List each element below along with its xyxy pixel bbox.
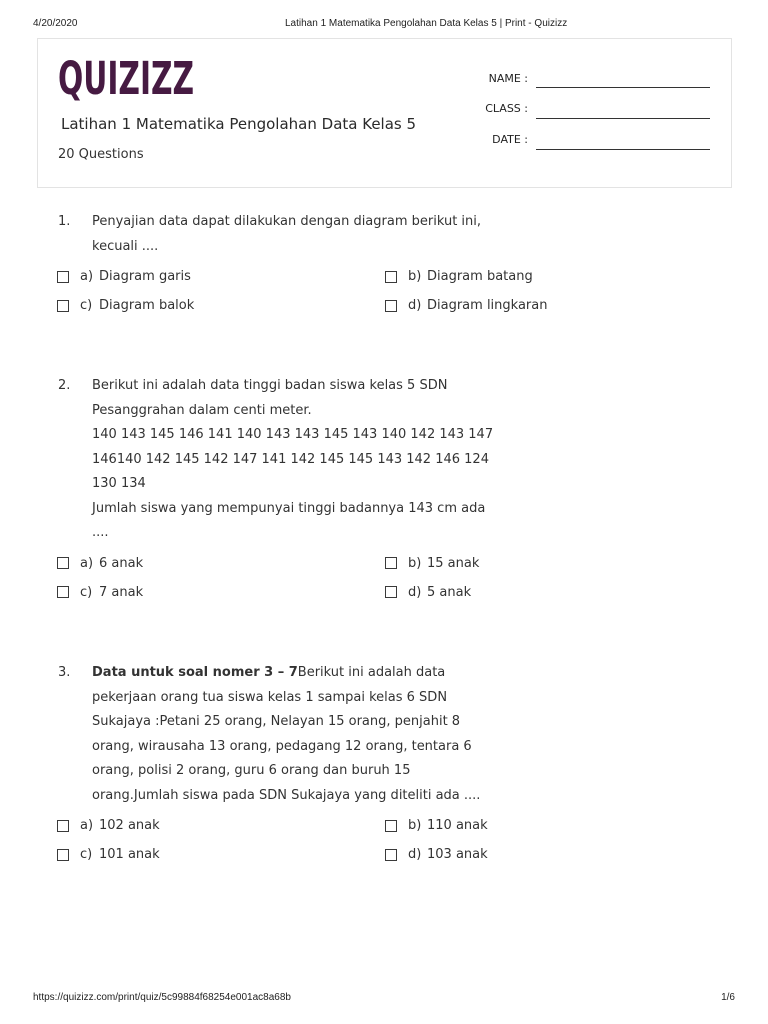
answer-checkbox[interactable] [385, 557, 397, 569]
answer-option-b[interactable] [385, 811, 713, 840]
answer-option-b[interactable] [385, 262, 713, 291]
question-number: 3. [58, 665, 71, 680]
option-text: 103 anak [427, 847, 488, 862]
date-field[interactable] [536, 149, 710, 150]
option-text: 110 anak [427, 818, 488, 833]
option-text: 7 anak [99, 584, 144, 600]
class-label: CLASS : [485, 102, 528, 115]
option-letter: a) [80, 818, 94, 833]
print-date: 4/20/2020 [33, 18, 78, 29]
question-text-line: kecuali .... [92, 238, 159, 254]
option-letter: b) [408, 555, 422, 571]
answer-checkbox[interactable] [57, 820, 69, 832]
name-label: NAME : [488, 72, 528, 85]
quiz-title: Latihan 1 Matematika Pengolahan Data Kelas 5 [61, 115, 417, 133]
answer-checkbox[interactable] [57, 300, 69, 312]
question-row [58, 210, 768, 259]
page-number: 1/6 [721, 992, 735, 1003]
question-number: 2. [58, 378, 71, 393]
question-text-line: orang.Jumlah siswa pada SDN Sukajaya yang diteliti ada .... [92, 787, 481, 803]
option-text: Diagram balok [99, 298, 195, 313]
option-text: 101 anak [99, 847, 160, 862]
option-text: Diagram lingkaran [427, 298, 548, 313]
option-text: Diagram batang [427, 269, 533, 284]
question-text-segment: Berikut ini adalah data [297, 665, 446, 680]
question-text-line [92, 661, 480, 686]
question-text-line: Sukajaya :Petani 25 orang, Nelayan 15 orang, penjahit 8 [92, 714, 461, 729]
answer-checkbox[interactable] [57, 557, 69, 569]
question-lead: Data untuk soal nomer 3 – 7 [92, 665, 298, 680]
option-letter: d) [408, 584, 422, 600]
option-letter: c) [80, 584, 93, 600]
question-row [58, 661, 768, 808]
question-text-line: .... [92, 525, 109, 540]
answer-checkbox[interactable] [385, 586, 397, 598]
option-letter: a) [80, 555, 94, 571]
option-letter: b) [408, 269, 422, 284]
answer-options [57, 549, 768, 607]
option-letter: a) [80, 269, 94, 284]
print-url-link[interactable]: https://quizizz.com/print/quiz/5c99884f68254e001ac8a68b [33, 992, 291, 1003]
option-text: 5 anak [427, 584, 472, 600]
answer-option-c[interactable] [57, 291, 385, 320]
answer-option-d[interactable] [385, 840, 713, 869]
answer-checkbox[interactable] [385, 849, 397, 861]
question-text-line: Pesanggrahan dalam centi meter. [92, 402, 312, 418]
option-letter: d) [408, 298, 422, 313]
question-row [58, 374, 768, 546]
answer-option-a[interactable] [57, 811, 385, 840]
option-text: 102 anak [99, 818, 160, 833]
option-letter: d) [408, 847, 422, 862]
answer-checkbox[interactable] [385, 300, 397, 312]
date-label: DATE : [492, 133, 528, 146]
question-number: 1. [58, 214, 71, 229]
question-2 [0, 374, 768, 607]
answer-option-d[interactable] [385, 578, 713, 607]
name-field[interactable] [536, 87, 710, 88]
option-letter: b) [408, 818, 422, 833]
option-letter: c) [80, 847, 93, 862]
question-text [92, 661, 480, 808]
answer-checkbox[interactable] [385, 820, 397, 832]
option-text: 6 anak [99, 555, 144, 571]
question-text [92, 374, 493, 546]
answer-checkbox[interactable] [57, 849, 69, 861]
question-text-line: Jumlah siswa yang mempunyai tinggi badannya 143 cm ada [92, 500, 486, 516]
answer-option-a[interactable] [57, 262, 385, 291]
answer-options [57, 811, 768, 869]
question-text-line: Penyajian data dapat dilakukan dengan diagram berikut ini, [92, 214, 482, 229]
question-text-line: pekerjaan orang tua siswa kelas 1 sampai kelas 6 SDN [92, 689, 448, 705]
option-text: Diagram garis [99, 269, 191, 284]
answer-option-c[interactable] [57, 578, 385, 607]
question-text-line: 130 134 [92, 476, 146, 491]
answer-options [57, 262, 768, 320]
question-text [92, 210, 481, 259]
option-text: 15 anak [427, 555, 480, 571]
question-count: 20 Questions [58, 147, 144, 162]
answer-option-a[interactable] [57, 549, 385, 578]
answer-checkbox[interactable] [385, 271, 397, 283]
answer-checkbox[interactable] [57, 271, 69, 283]
answer-checkbox[interactable] [57, 586, 69, 598]
question-text-line: orang, wirausaha 13 orang, pedagang 12 orang, tentara 6 [92, 738, 472, 754]
print-page-title: Latihan 1 Matematika Pengolahan Data Kelas 5 | Print - Quizizz [285, 18, 568, 29]
option-letter: c) [80, 298, 93, 313]
question-text-line: Berikut ini adalah data tinggi badan siswa kelas 5 SDN [92, 378, 448, 393]
question-1 [0, 210, 768, 320]
quizizz-logo: QUIZIZZ [58, 52, 195, 105]
question-3 [0, 661, 768, 869]
class-field[interactable] [536, 118, 710, 119]
answer-option-b[interactable] [385, 549, 713, 578]
answer-option-c[interactable] [57, 840, 385, 869]
answer-option-d[interactable] [385, 291, 713, 320]
question-text-line: 146140 142 145 142 147 141 142 145 145 143 142 146 124 [92, 451, 489, 467]
question-text-line: 140 143 145 146 141 140 143 143 145 143 140 142 143 147 [92, 427, 494, 442]
question-text-line: orang, polisi 2 orang, guru 6 orang dan buruh 15 [92, 763, 411, 778]
